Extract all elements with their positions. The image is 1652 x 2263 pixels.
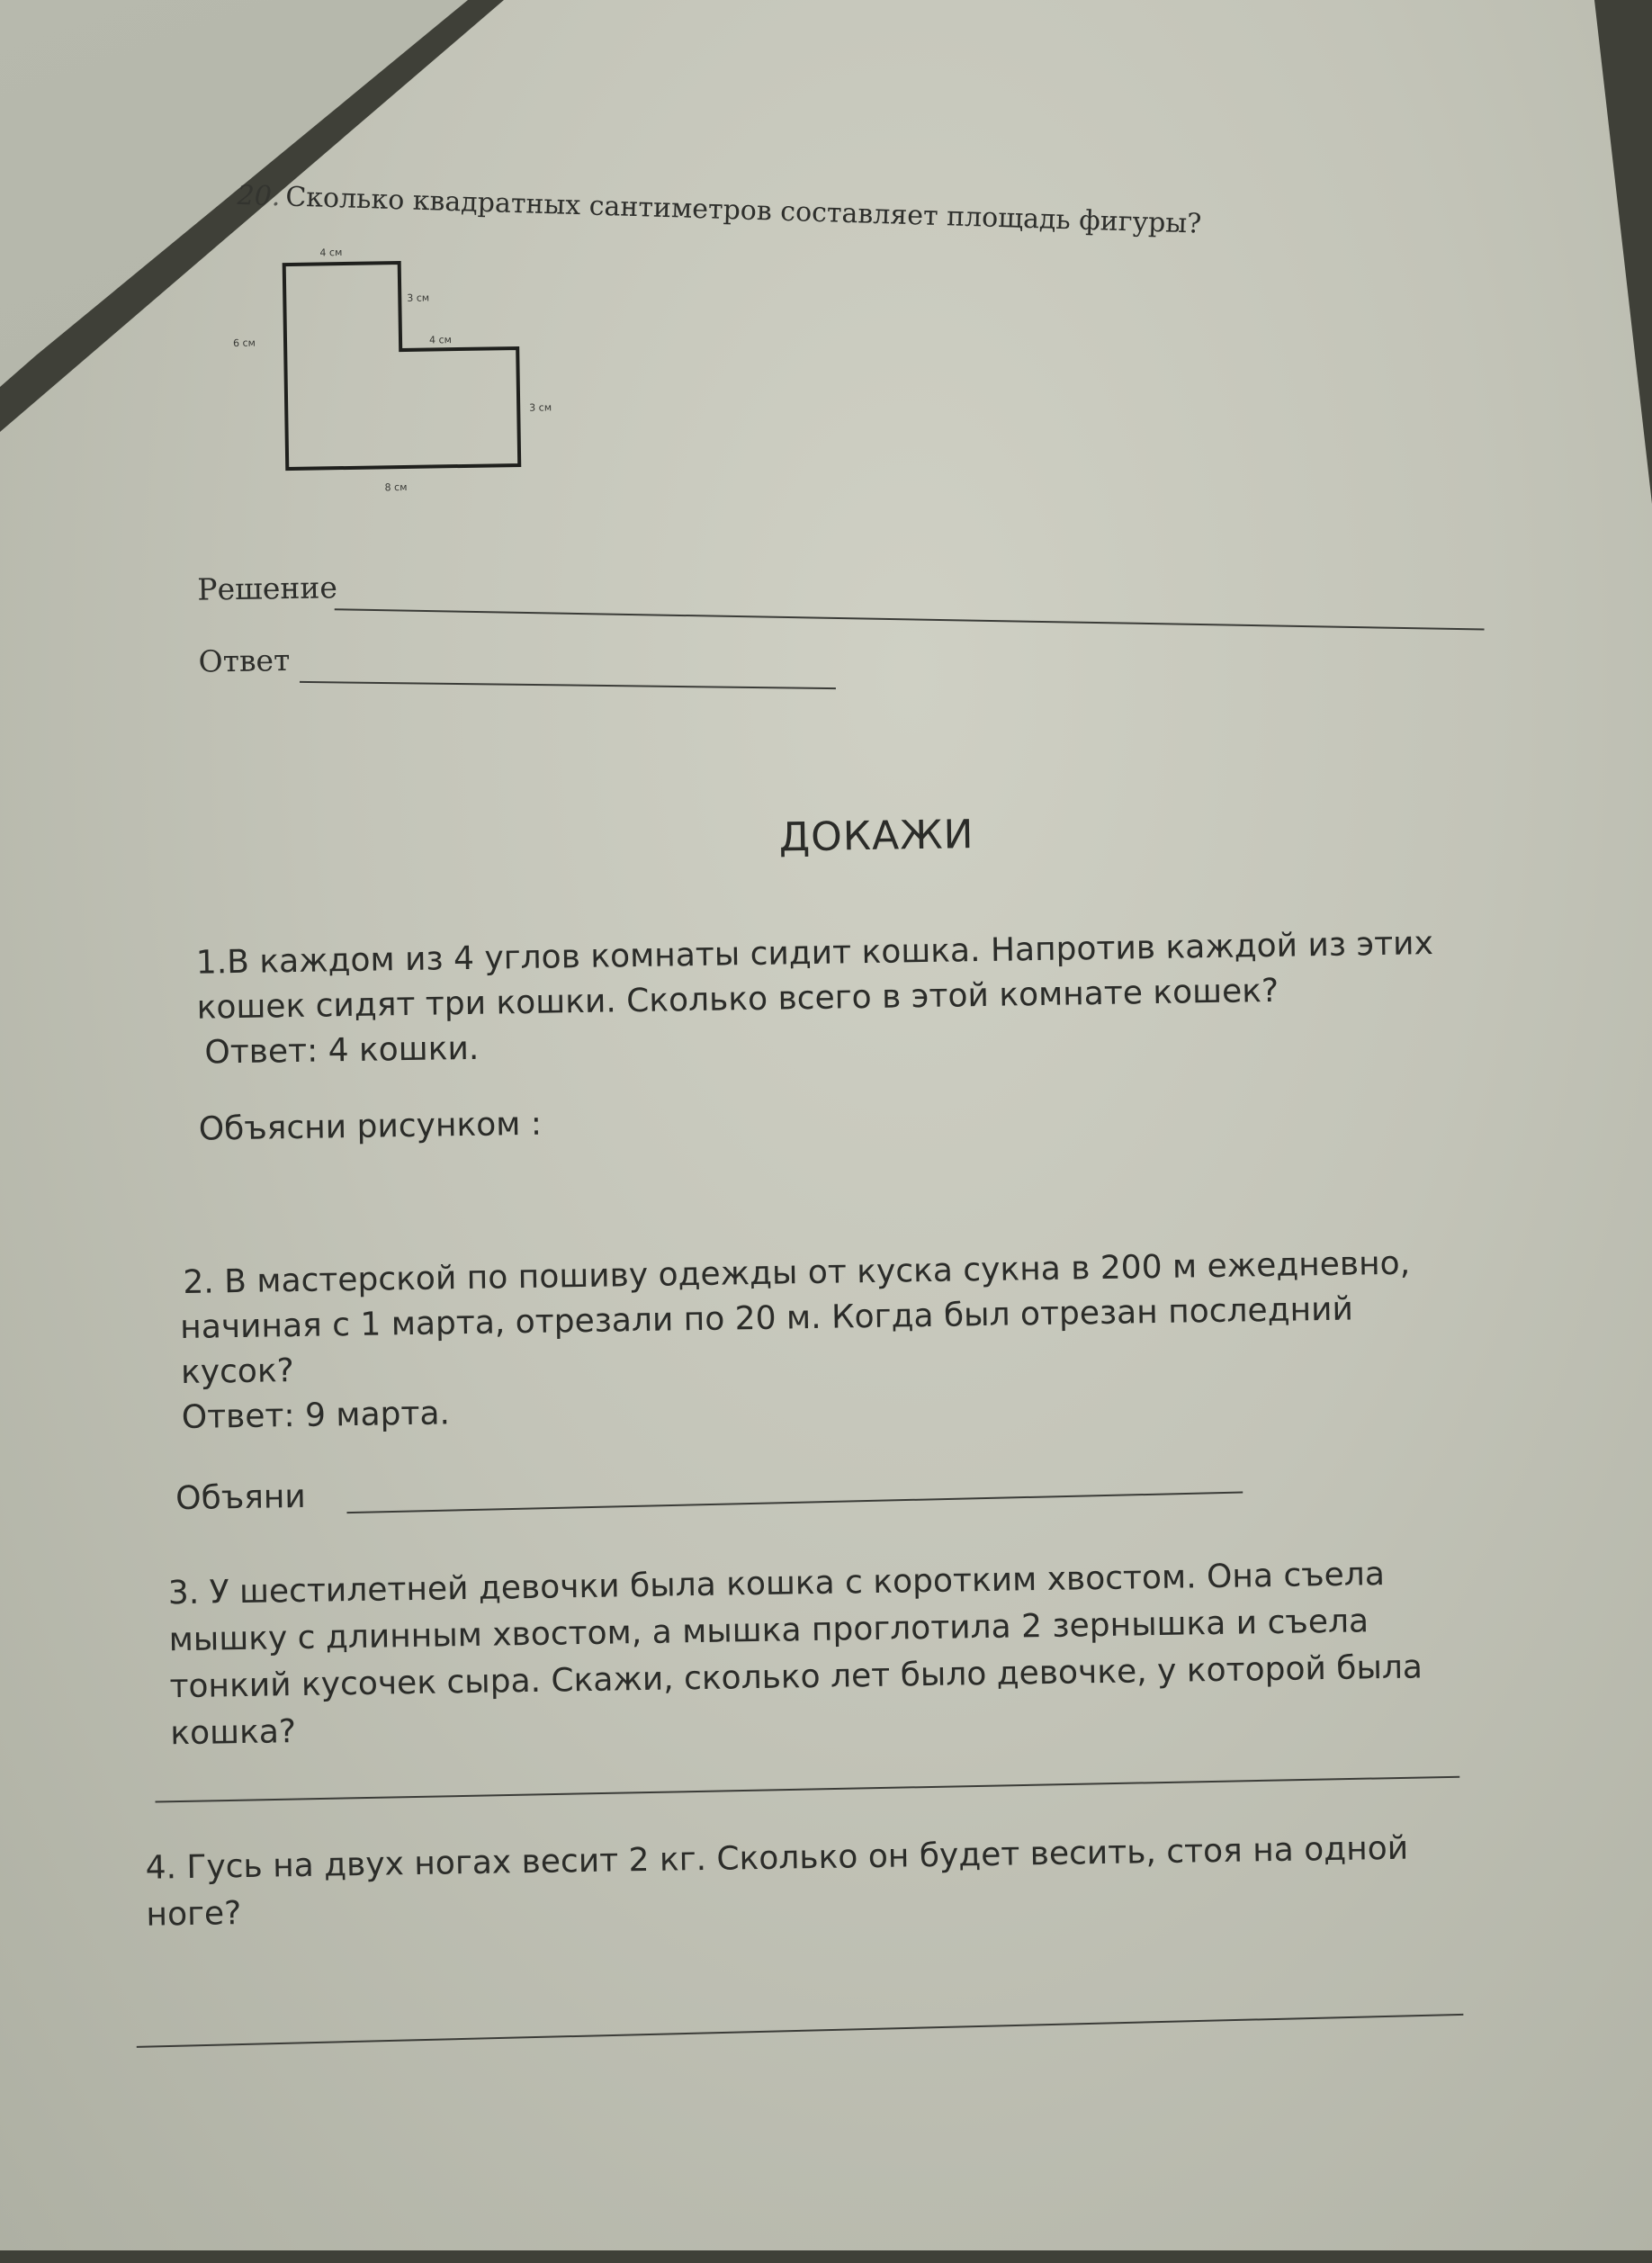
problem-1-prompt: Объясни рисунком :	[198, 1105, 543, 1148]
section-title: ДОКАЖИ	[778, 812, 974, 861]
problem-3-line-2: мышку с длинным хвостом, а мышка проглотила 2 зернышка и съела	[168, 1603, 1369, 1659]
task-20-question	[237, 180, 1202, 240]
answer-line[interactable]	[300, 681, 836, 689]
solution-line[interactable]	[335, 608, 1485, 630]
answer-label: Ответ	[198, 642, 291, 679]
problem-3-line-1: 3. У шестилетней девочки была кошка с коротким хвостом. Она съела	[167, 1556, 1386, 1612]
task-20-number: 20.	[237, 179, 281, 213]
problem-2-line-2: начиная с 1 марта, отрезали по 20 м. Когда был отрезан последний	[179, 1290, 1354, 1347]
dim-right: 3 см	[529, 401, 552, 414]
problem-4-answer-line[interactable]	[137, 2014, 1464, 2048]
problem-1-line-1: 1.В каждом из 4 углов комнаты сидит кошка. Напротив каждой из этих	[195, 925, 1434, 982]
dim-step-across: 4 см	[428, 334, 452, 346]
dim-bottom: 8 см	[384, 480, 408, 494]
solution-label: Решение	[197, 570, 338, 607]
l-shape-outline	[284, 261, 520, 469]
problem-3-answer-line[interactable]	[155, 1776, 1459, 1803]
problem-2-line-1: 2. В мастерской по пошиву одежды от куска сукна в 200 м ежедневно,	[183, 1244, 1411, 1301]
problem-1-line-2: кошек сидят три кошки. Сколько всего в этой комнате кошек?	[196, 972, 1279, 1027]
dim-step-down: 3 см	[407, 292, 430, 304]
task-20-text: Сколько квадратных сантиметров составляет площадь фигуры?	[284, 181, 1202, 240]
problem-4-line-1: 4. Гусь на двух ногах весит 2 кг. Сколько он будет весить, стоя на одной	[145, 1829, 1409, 1887]
problem-2-line-3: кусок?	[180, 1352, 295, 1392]
problem-1-answer: Ответ: 4 кошки.	[204, 1029, 480, 1072]
dim-top: 4 см	[319, 247, 343, 259]
problem-2-answer: Ответ: 9 марта.	[181, 1395, 451, 1437]
l-shape-figure	[211, 238, 594, 514]
problem-4-line-2: ноге?	[146, 1895, 242, 1934]
l-shape-diagram	[211, 238, 594, 514]
problem-3-line-3: тонкий кусочек сыра. Скажи, сколько лет было девочке, у которой была	[169, 1648, 1423, 1706]
problem-3-line-4: кошка?	[170, 1713, 297, 1753]
problem-2-prompt: Объяни	[175, 1477, 307, 1518]
dim-left: 6 см	[232, 337, 256, 349]
problem-2-answer-line[interactable]	[346, 1492, 1243, 1514]
